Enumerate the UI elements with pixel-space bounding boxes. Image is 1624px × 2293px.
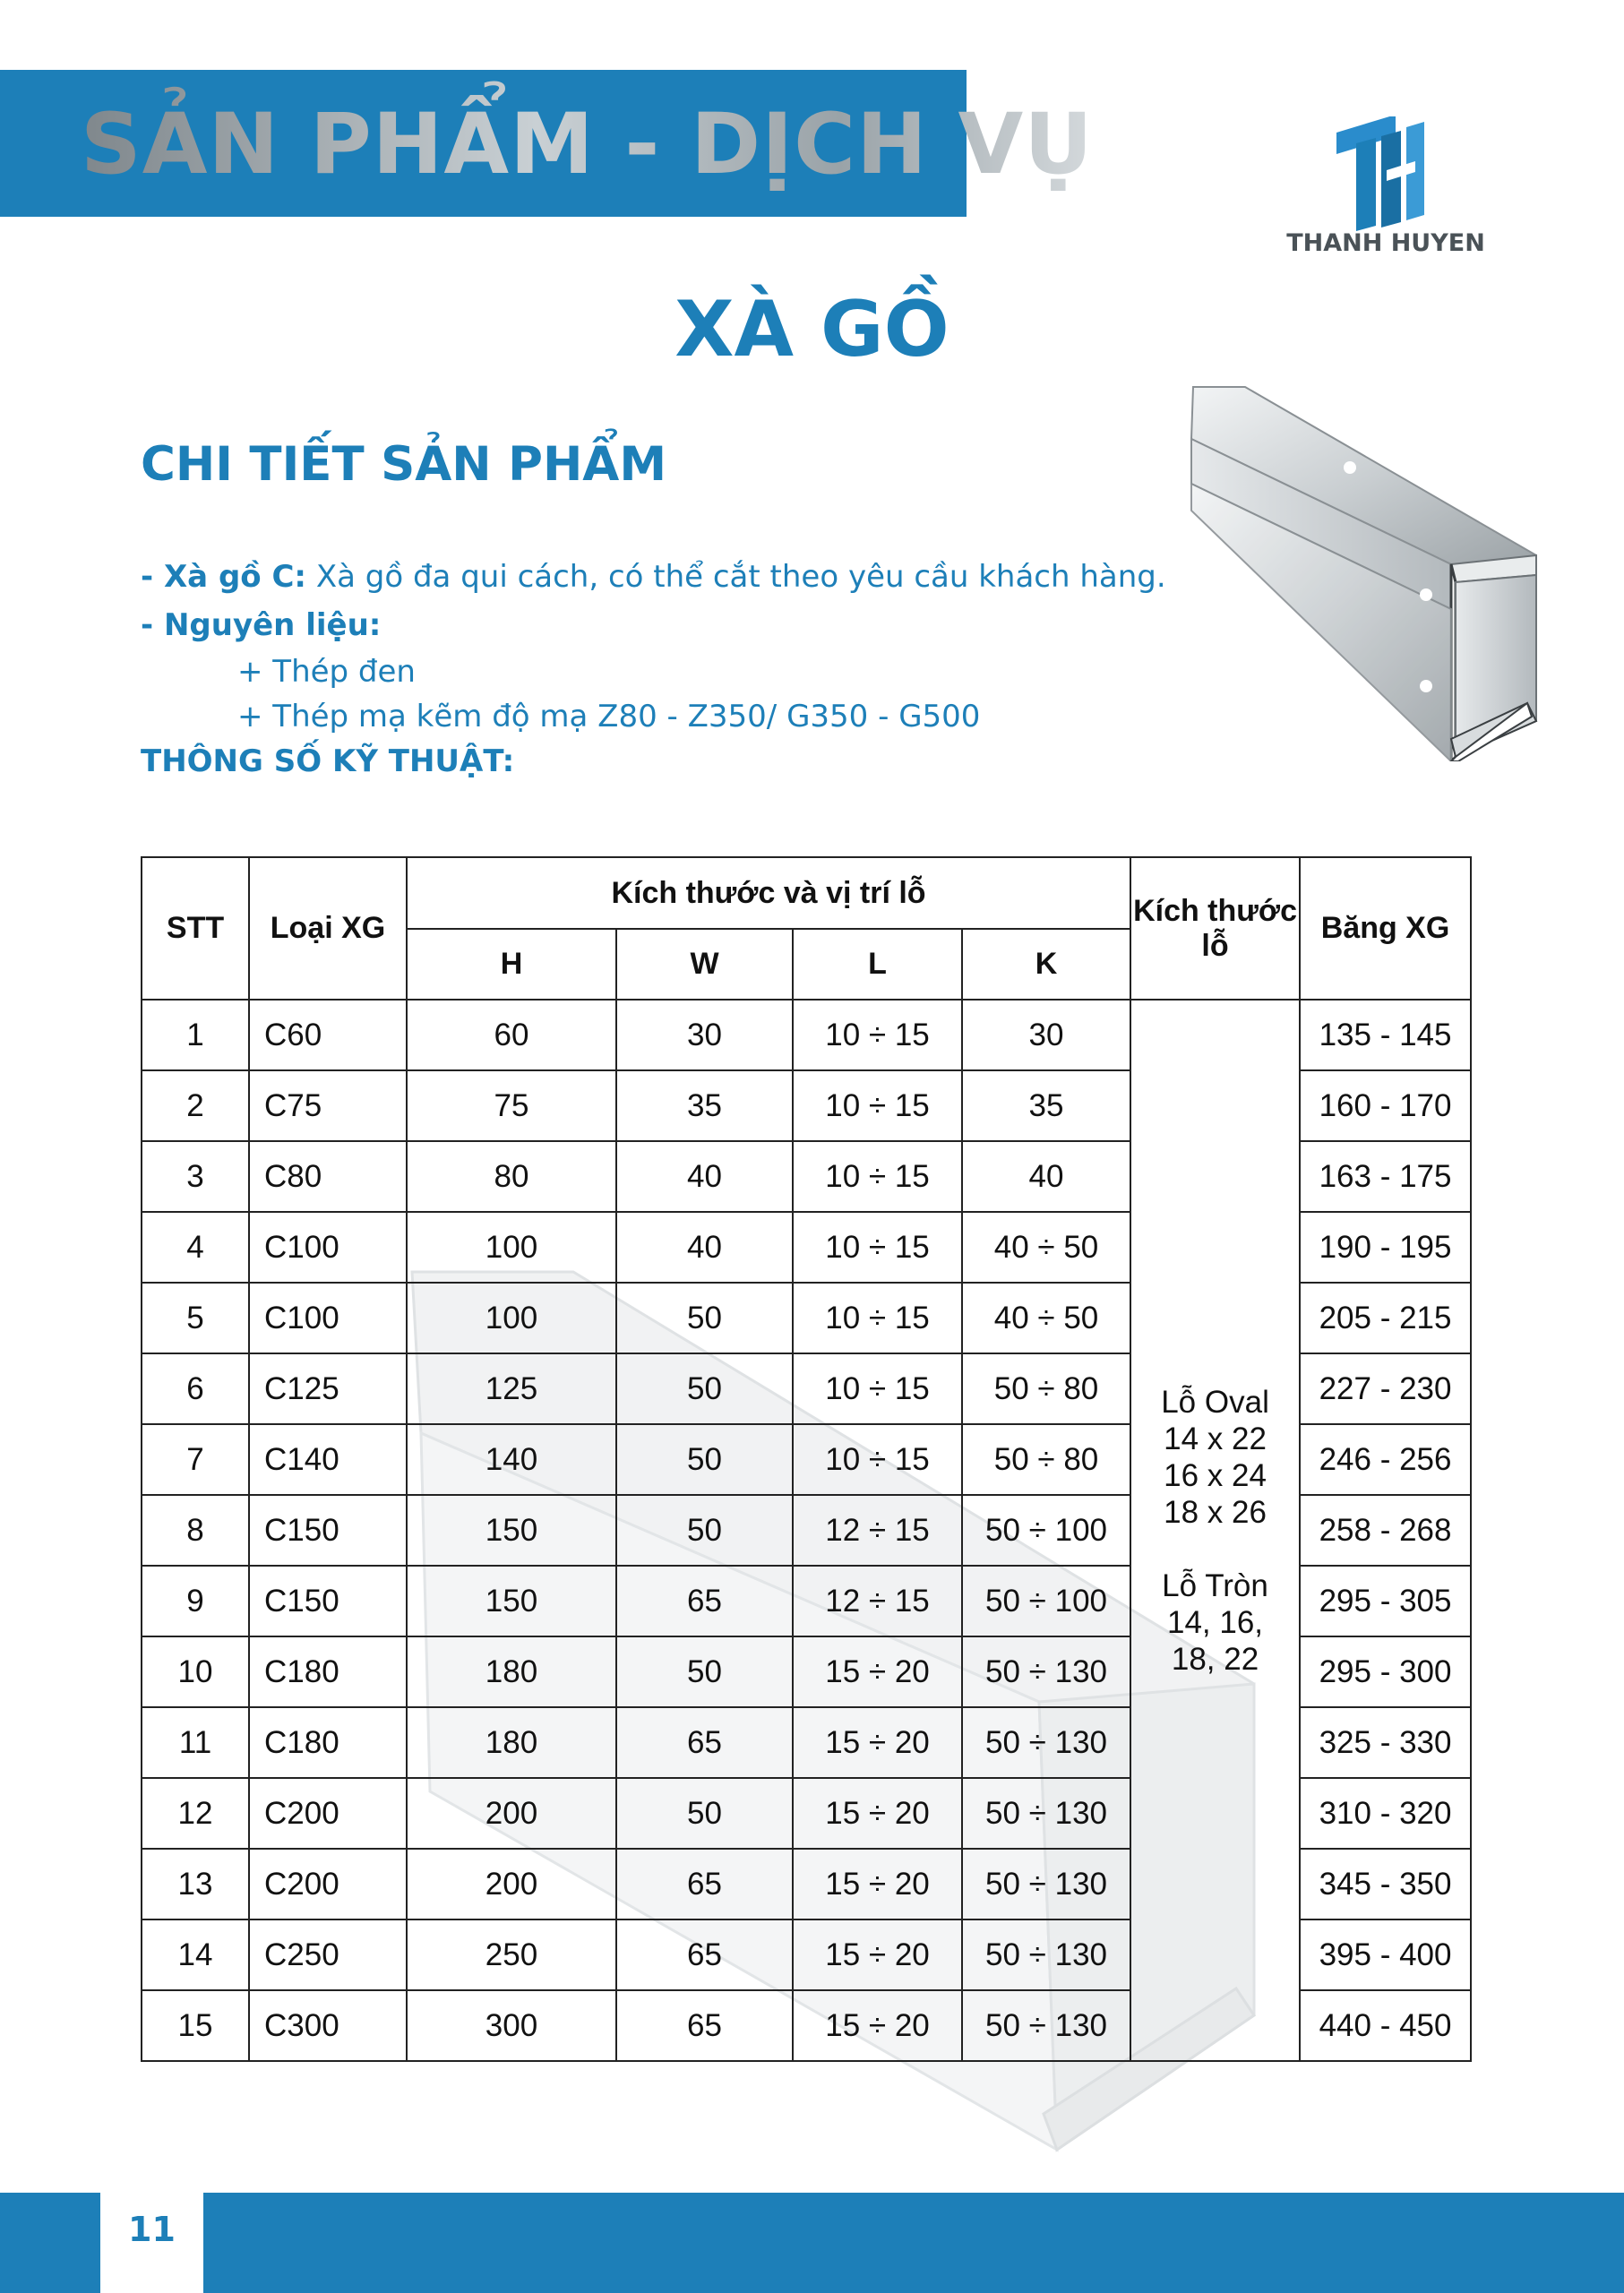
stt-cell: 15 [142,1990,249,2061]
l-cell: 12 ÷ 15 [793,1566,962,1636]
l-cell: 10 ÷ 15 [793,1141,962,1212]
type-cell: C150 [249,1495,407,1566]
type-cell: C100 [249,1212,407,1283]
material-item-2: + Thép mạ kẽm độ mạ Z80 - Z350/ G350 - G500 [237,699,981,734]
l-cell: 15 ÷ 20 [793,1919,962,1990]
w-cell: 50 [616,1778,793,1849]
hole-size-line: 14, 16, [1167,1604,1264,1640]
w-cell: 40 [616,1212,793,1283]
footer-bar [0,2193,1624,2293]
k-cell: 40 ÷ 50 [962,1283,1130,1353]
h-cell: 150 [407,1566,616,1636]
h-cell: 200 [407,1849,616,1919]
type-cell: C150 [249,1566,407,1636]
l-cell: 15 ÷ 20 [793,1707,962,1778]
header-type: Loại XG [249,857,407,1000]
hole-size-line: Lỗ Tròn [1162,1567,1268,1603]
type-cell: C200 [249,1778,407,1849]
l-cell: 10 ÷ 15 [793,1000,962,1070]
stt-cell: 4 [142,1212,249,1283]
h-cell: 300 [407,1990,616,2061]
k-cell: 50 ÷ 130 [962,1919,1130,1990]
logo-text: THANH HUYEN [1286,229,1485,257]
k-cell: 35 [962,1070,1130,1141]
stt-cell: 8 [142,1495,249,1566]
type-cell: C60 [249,1000,407,1070]
stt-cell: 5 [142,1283,249,1353]
description-line-1 [141,557,1166,595]
band-cell: 395 - 400 [1300,1919,1471,1990]
band-cell: 135 - 145 [1300,1000,1471,1070]
page-number: 11 [100,2193,203,2293]
l-cell: 10 ÷ 15 [793,1353,962,1424]
type-cell: C300 [249,1990,407,2061]
l-cell: 10 ÷ 15 [793,1212,962,1283]
h-cell: 80 [407,1141,616,1212]
w-cell: 50 [616,1636,793,1707]
type-cell: C250 [249,1919,407,1990]
hole-size-cell [1130,1000,1300,2061]
header-banner [0,70,1094,217]
header-w: W [616,929,793,1000]
w-cell: 50 [616,1283,793,1353]
description-line-2 [141,605,381,643]
h-cell: 125 [407,1353,616,1424]
specifications-table [141,856,1472,2062]
header-band: Băng XG [1300,857,1471,1000]
header-l: L [793,929,962,1000]
w-cell: 65 [616,1566,793,1636]
h-cell: 150 [407,1495,616,1566]
band-cell: 440 - 450 [1300,1990,1471,2061]
l-cell: 15 ÷ 20 [793,1778,962,1849]
c-purlin-image [1182,385,1541,761]
stt-cell: 14 [142,1919,249,1990]
product-title-text: XÀ GỒ [675,285,949,374]
stt-cell: 11 [142,1707,249,1778]
l-cell: 12 ÷ 15 [793,1495,962,1566]
l-cell: 10 ÷ 15 [793,1283,962,1353]
hole-size-line: 16 x 24 [1164,1457,1267,1493]
band-cell: 160 - 170 [1300,1070,1471,1141]
w-cell: 30 [616,1000,793,1070]
band-cell: 345 - 350 [1300,1849,1471,1919]
h-cell: 250 [407,1919,616,1990]
type-cell: C125 [249,1353,407,1424]
type-cell: C180 [249,1636,407,1707]
hole-size-line: 18, 22 [1171,1641,1259,1677]
header-h: H [407,929,616,1000]
description-label-2: - Nguyên liệu: [141,607,382,643]
h-cell: 60 [407,1000,616,1070]
w-cell: 65 [616,1919,793,1990]
band-cell: 227 - 230 [1300,1353,1471,1424]
k-cell: 30 [962,1000,1130,1070]
w-cell: 40 [616,1141,793,1212]
type-cell: C100 [249,1283,407,1353]
k-cell: 50 ÷ 130 [962,1636,1130,1707]
band-cell: 163 - 175 [1300,1141,1471,1212]
hole-size-line: 14 x 22 [1164,1421,1267,1456]
table-body [142,1000,1471,2061]
type-cell: C80 [249,1141,407,1212]
banner-title: SẢN PHẨM - DỊCH VỤ [81,70,1094,217]
w-cell: 65 [616,1849,793,1919]
k-cell: 40 [962,1141,1130,1212]
h-cell: 100 [407,1212,616,1283]
hole-size-line: Lỗ Oval [1161,1384,1269,1420]
l-cell: 15 ÷ 20 [793,1990,962,2061]
description-text-1: Xà gồ đa qui cách, có thể cắt theo yêu cầu khách hàng. [306,559,1166,595]
k-cell: 50 ÷ 130 [962,1707,1130,1778]
band-cell: 295 - 300 [1300,1636,1471,1707]
type-cell: C180 [249,1707,407,1778]
k-cell: 50 ÷ 130 [962,1778,1130,1849]
band-cell: 190 - 195 [1300,1212,1471,1283]
h-cell: 140 [407,1424,616,1495]
band-cell: 295 - 305 [1300,1566,1471,1636]
w-cell: 50 [616,1424,793,1495]
stt-cell: 13 [142,1849,249,1919]
stt-cell: 3 [142,1141,249,1212]
stt-cell: 9 [142,1566,249,1636]
band-cell: 310 - 320 [1300,1778,1471,1849]
stt-cell: 6 [142,1353,249,1424]
header-hole-size: Kích thước lỗ [1130,857,1300,1000]
type-cell: C75 [249,1070,407,1141]
w-cell: 50 [616,1495,793,1566]
k-cell: 50 ÷ 80 [962,1353,1130,1424]
product-title [0,285,1624,374]
k-cell: 50 ÷ 130 [962,1990,1130,2061]
stt-cell: 1 [142,1000,249,1070]
h-cell: 180 [407,1636,616,1707]
w-cell: 65 [616,1707,793,1778]
header-dimensions: Kích thước và vị trí lỗ [407,857,1130,929]
band-cell: 246 - 256 [1300,1424,1471,1495]
hole-size-line: 18 x 26 [1164,1494,1267,1530]
k-cell: 40 ÷ 50 [962,1212,1130,1283]
band-cell: 325 - 330 [1300,1707,1471,1778]
l-cell: 15 ÷ 20 [793,1849,962,1919]
header-stt: STT [142,857,249,1000]
l-cell: 10 ÷ 15 [793,1424,962,1495]
h-cell: 200 [407,1778,616,1849]
band-cell: 205 - 215 [1300,1283,1471,1353]
h-cell: 180 [407,1707,616,1778]
k-cell: 50 ÷ 80 [962,1424,1130,1495]
w-cell: 65 [616,1990,793,2061]
header-k: K [962,929,1130,1000]
k-cell: 50 ÷ 100 [962,1566,1130,1636]
stt-cell: 7 [142,1424,249,1495]
spec-heading: THÔNG SỐ KỸ THUẬT: [141,743,515,779]
type-cell: C200 [249,1849,407,1919]
l-cell: 10 ÷ 15 [793,1070,962,1141]
type-cell: C140 [249,1424,407,1495]
description-label-1: - Xà gồ C: [141,559,307,595]
hole-size-line [1131,1531,1299,1567]
h-cell: 100 [407,1283,616,1353]
l-cell: 15 ÷ 20 [793,1636,962,1707]
material-item-1: + Thép đen [237,654,416,690]
k-cell: 50 ÷ 100 [962,1495,1130,1566]
table-row [142,1000,1471,1070]
stt-cell: 2 [142,1070,249,1141]
k-cell: 50 ÷ 130 [962,1849,1130,1919]
stt-cell: 10 [142,1636,249,1707]
w-cell: 50 [616,1353,793,1424]
stt-cell: 12 [142,1778,249,1849]
w-cell: 35 [616,1070,793,1141]
section-heading: CHI TIẾT SẢN PHẨM [141,437,667,492]
h-cell: 75 [407,1070,616,1141]
band-cell: 258 - 268 [1300,1495,1471,1566]
